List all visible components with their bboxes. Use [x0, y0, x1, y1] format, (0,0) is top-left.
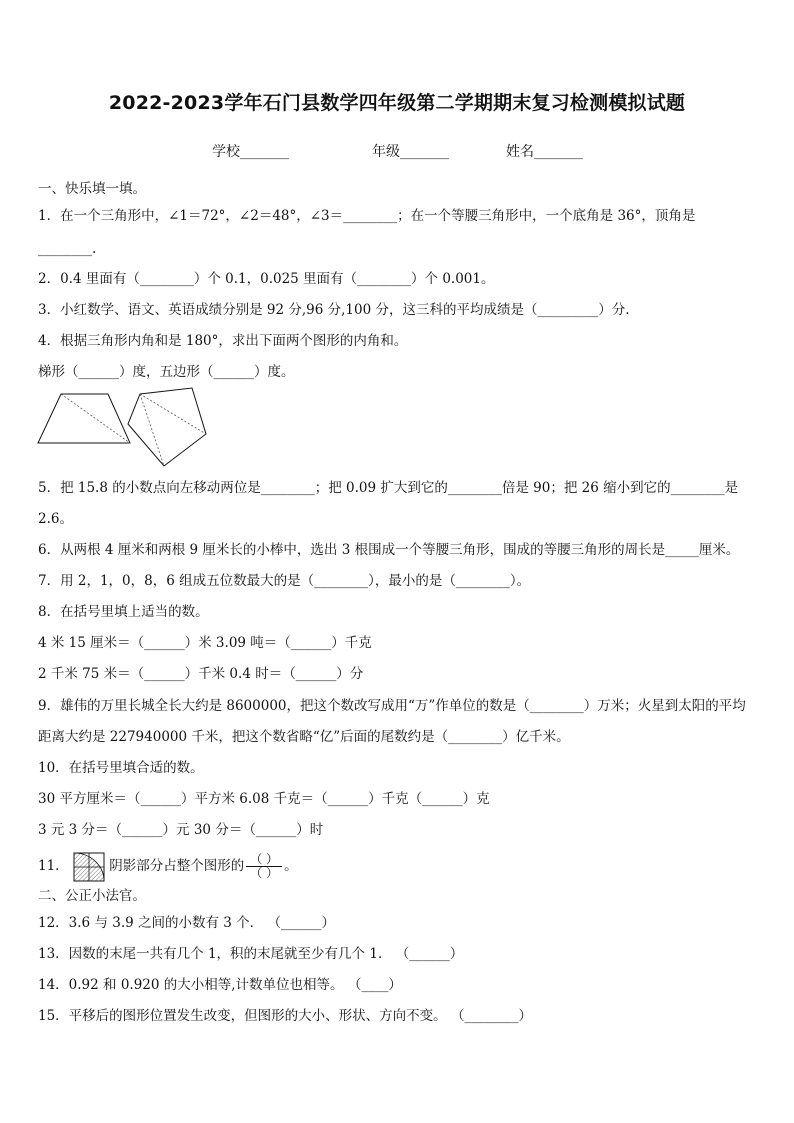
question-10-row-2: 3 元 3 分＝（______）元 30 分＝（______）时 — [38, 822, 324, 838]
question-11-end: 。 — [284, 858, 298, 874]
question-11-number: 11． — [38, 858, 69, 874]
question-8: 8．在括号里填上适当的数。 — [38, 604, 209, 620]
question-8-row-1: 4 米 15 厘米＝（______）米 3.09 吨＝（______）千克 — [38, 635, 372, 651]
question-9: 9．雄伟的万里长城全长大约是 8600000，把这个数改写成用“万”作单位的数是（________）万米；火星到太阳的平均 — [38, 698, 746, 714]
question-5-cont: 2.6。 — [38, 511, 73, 527]
question-11 — [38, 851, 298, 882]
question-4-answers: 梯形（______）度，五边形（______）度。 — [38, 364, 295, 380]
question-9-cont: 距离大约是 227940000 千米，把这个数省略“亿”后面的尾数约是（________）亿千米。 — [38, 729, 570, 745]
question-11-text: 阴影部分占整个图形的 — [109, 858, 245, 874]
section-2-heading: 二、公正小法官。 — [38, 888, 146, 904]
section-1-heading: 一、快乐填一填。 — [38, 181, 146, 197]
question-4: 4．根据三角形内角和是 180°，求出下面两个图形的内角和。 — [38, 333, 408, 349]
question-8-row-2: 2 千米 75 米＝（______）千米 0.4 时＝（______）分 — [38, 666, 364, 682]
school-field[interactable]: 学校_______ — [212, 144, 289, 160]
grade-field[interactable]: 年级_______ — [372, 144, 449, 160]
fraction-denominator[interactable]: （ ） — [250, 866, 279, 880]
question-14: 14．0.92 和 0.920 的大小相等,计数单位也相等。 （____） — [38, 977, 402, 993]
question-10-row-1: 30 平方厘米＝（______）平方米 6.08 千克＝（______）千克（______）克 — [38, 791, 490, 807]
question-15: 15．平移后的图形位置发生改变，但图形的大小、形状、方向不变。 （________） — [38, 1008, 532, 1024]
question-10: 10．在括号里填合适的数。 — [38, 760, 204, 776]
question-5: 5．把 15.8 的小数点向左移动两位是________；把 0.09 扩大到它的________倍是 90；把 26 缩小到它的________是 — [38, 480, 739, 496]
question-12: 12．3.6 与 3.9 之间的小数有 3 个． （______） — [38, 915, 335, 931]
name-field[interactable]: 姓名_______ — [506, 144, 583, 160]
question-1: 1．在一个三角形中，∠1＝72°，∠2＝48°，∠3＝________；在一个等腰三角形中，一个底角是 36°，顶角是 — [38, 208, 696, 224]
question-3: 3．小红数学、语文、英语成绩分别是 92 分,96 分,100 分，这三科的平均成绩是（_________）分. — [38, 302, 630, 318]
question-6: 6．从两根 4 厘米和两根 9 厘米长的小棒中，选出 3 根围成一个等腰三角形，围成的等腰三角形的周长是_____厘米。 — [38, 542, 740, 558]
question-13: 13．因数的末尾一共有几个 1，积的末尾就至少有几个 1． （______） — [38, 946, 464, 962]
fraction-numerator[interactable]: （ ） — [246, 853, 282, 867]
question-1-cont: ________. — [38, 241, 97, 257]
fraction-answer[interactable] — [246, 853, 282, 880]
trapezoid-figure — [36, 390, 132, 446]
page-title: 2022-2023学年石门县数学四年级第二学期期末复习检测模拟试题 — [108, 92, 686, 114]
pentagon-figure — [126, 386, 210, 470]
shaded-square-figure — [73, 852, 105, 882]
question-2: 2．0.4 里面有（________）个 0.1，0.025 里面有（________）个 0.001。 — [38, 271, 495, 287]
question-7: 7．用 2，1，0，8，6 组成五位数最大的是（________），最小的是（________）。 — [38, 573, 531, 589]
